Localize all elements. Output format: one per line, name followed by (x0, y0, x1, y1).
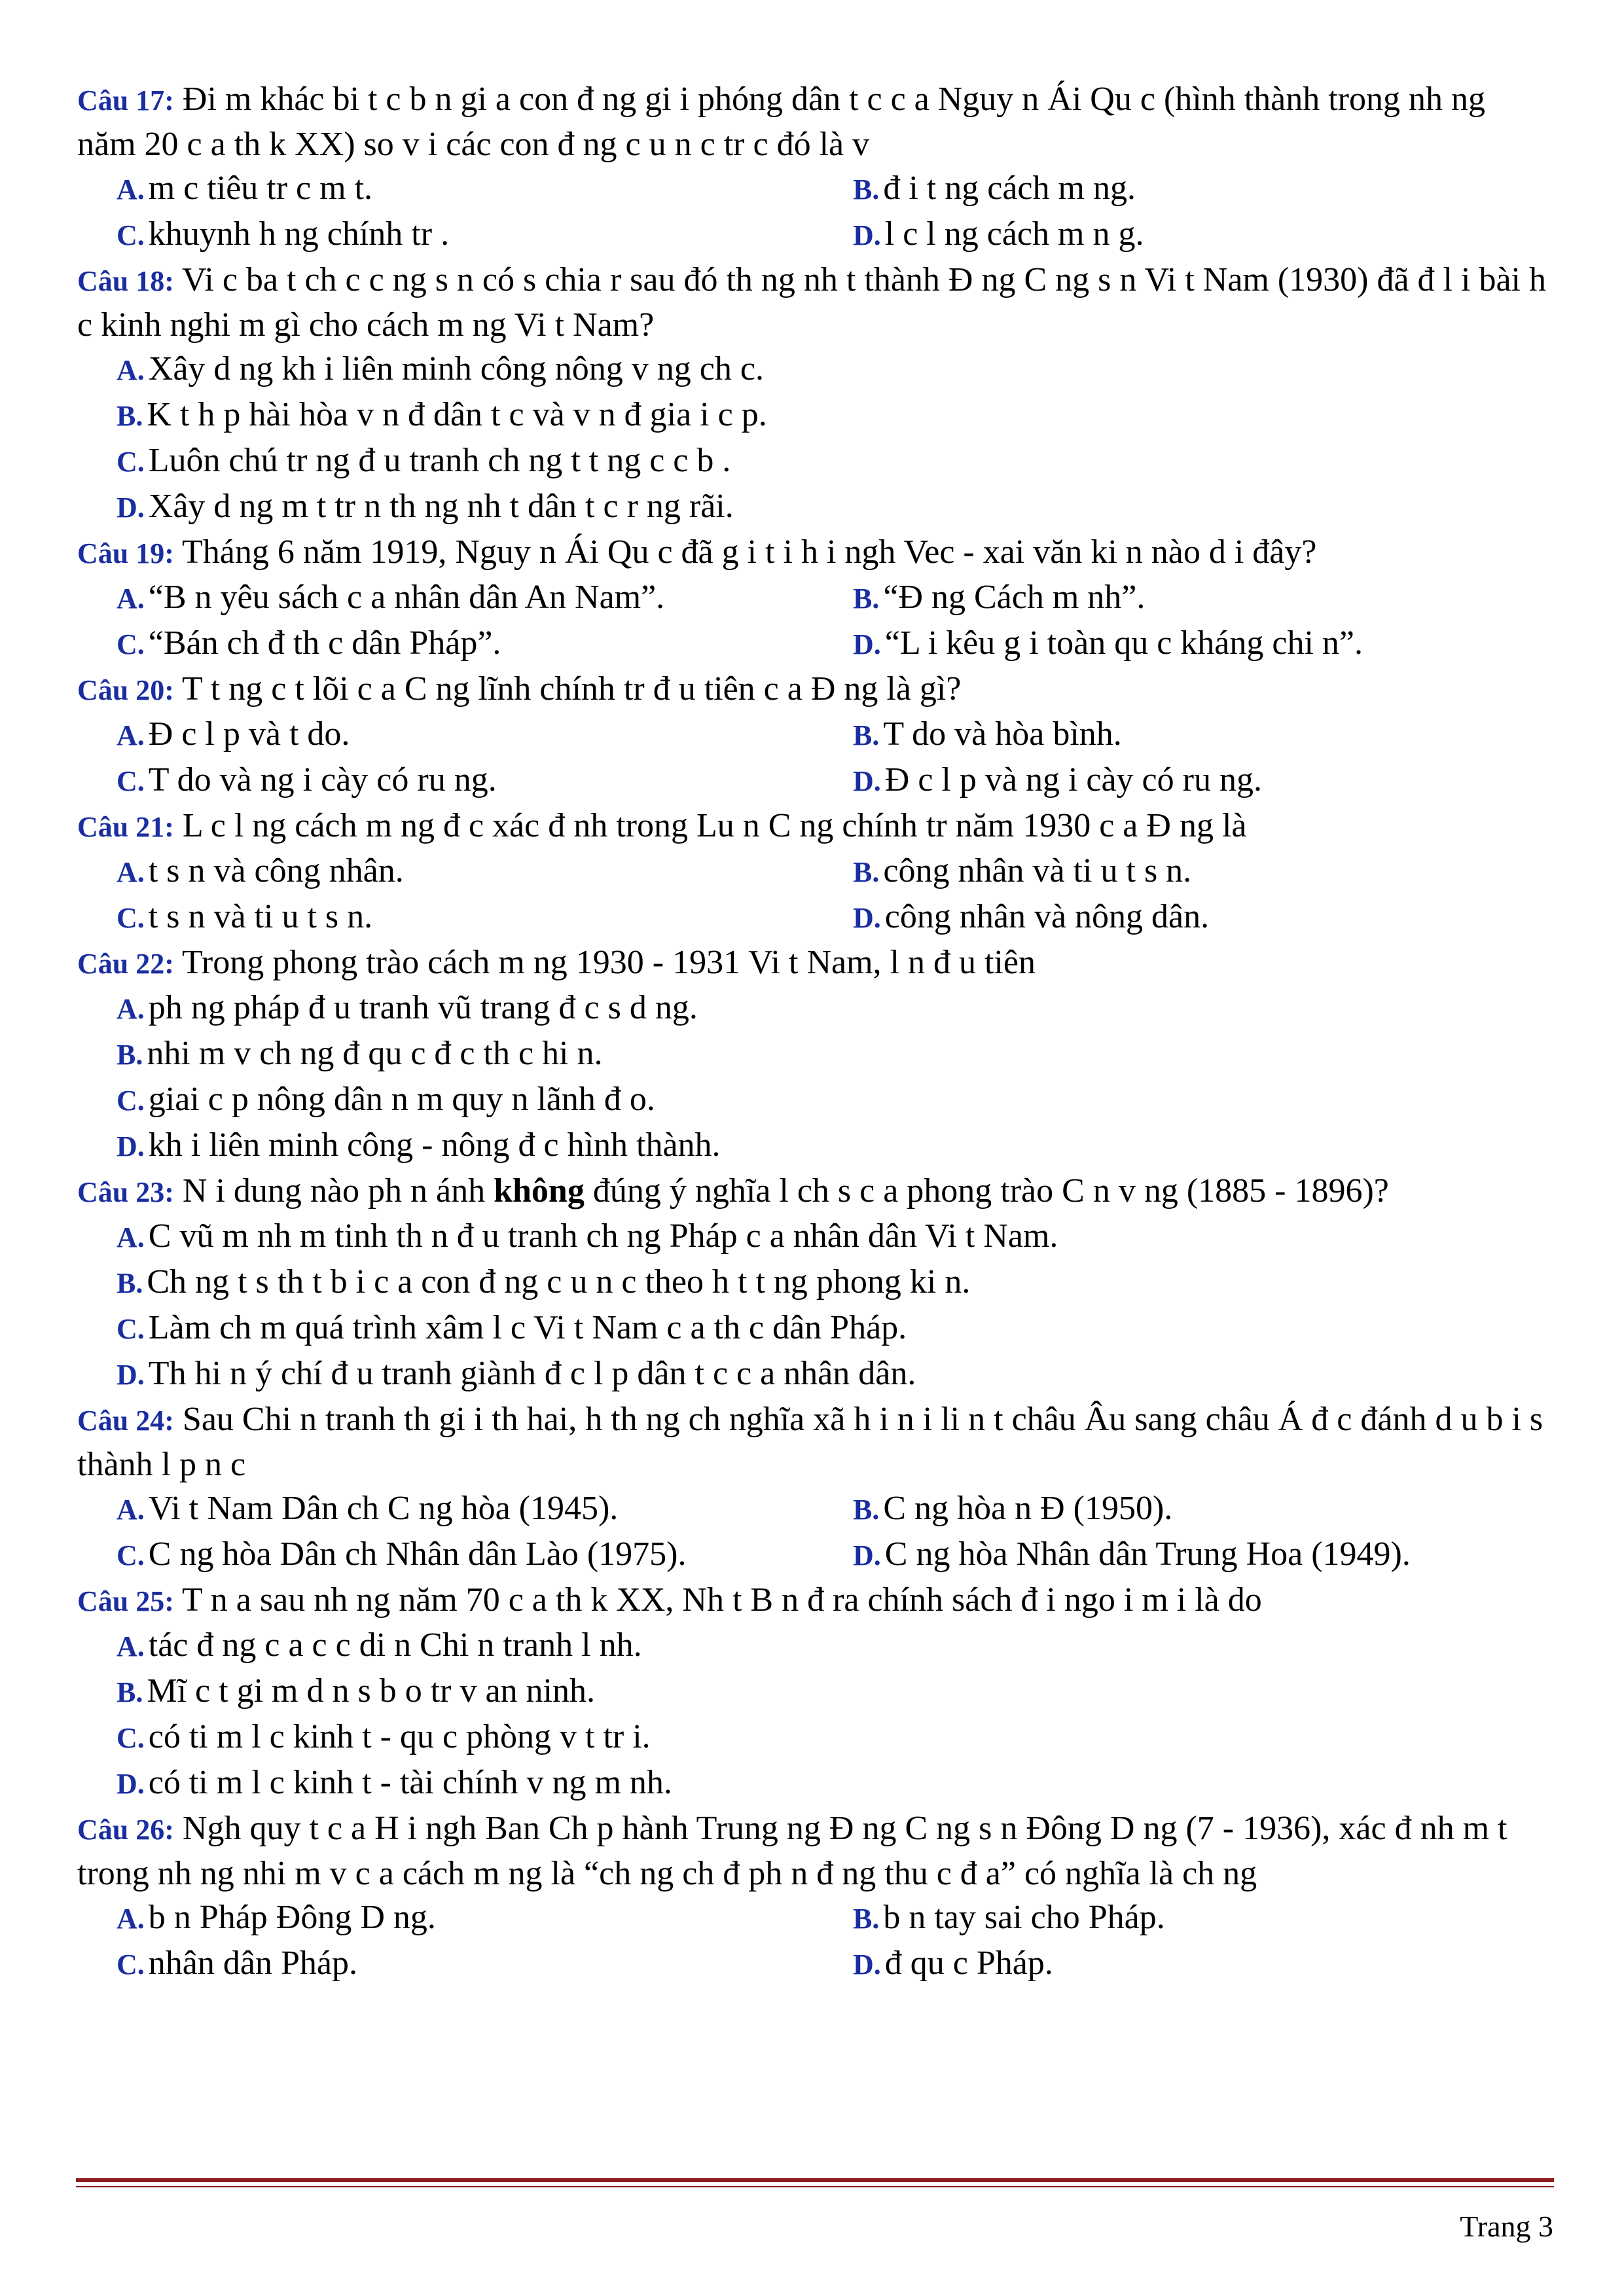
question-stem (77, 804, 1550, 849)
question-stem (77, 1806, 1550, 1895)
option-text: m c tiêu tr c m t. (148, 170, 373, 207)
answer-option-b[interactable] (814, 575, 1550, 621)
answer-option-c[interactable] (77, 1306, 1550, 1352)
option-text: C ng hòa n Đ (1950). (883, 1490, 1173, 1527)
option-text: “Đ ng Cách m nh”. (883, 579, 1146, 616)
answer-option-b[interactable] (814, 849, 1550, 895)
answer-option-c[interactable] (77, 1532, 814, 1578)
option-label: D. (853, 902, 881, 934)
question-number: Câu 20: (77, 674, 174, 706)
question-text: Vi c ba t ch c c ng s n có s chia r sau đó th ng nh t thành Đ ng C ng s n Vi t Nam (1930) đã đ l i bài h c kinh nghi m gì cho cách m ng Vi t Nam? (77, 261, 1546, 344)
answer-option-a[interactable] (77, 575, 814, 621)
option-text: b n tay sai cho Pháp. (883, 1899, 1165, 1936)
answer-options (77, 986, 1550, 1169)
option-label: B. (853, 1494, 880, 1526)
question-stem (77, 1169, 1550, 1214)
option-label: B. (853, 1903, 880, 1935)
option-row (77, 758, 1550, 804)
footer-rule (76, 2178, 1554, 2182)
answer-options (77, 347, 1550, 530)
question-text-emphasis: không (494, 1172, 585, 1210)
option-text: t s n và công nhân. (148, 852, 404, 889)
option-row (77, 849, 1550, 895)
option-text: Xây d ng kh i liên minh công nông v ng ch c. (148, 350, 764, 387)
option-text: Th hi n ý chí đ u tranh giành đ c l p dân t c c a nhân dân. (148, 1355, 916, 1392)
option-label: C. (117, 902, 145, 934)
option-label: B. (117, 1039, 143, 1071)
question-stem (77, 1578, 1550, 1623)
option-label: A. (117, 719, 145, 751)
option-text: Đ c l p và ng i cày có ru ng. (884, 761, 1262, 798)
question-number: Câu 25: (77, 1585, 174, 1617)
option-row (77, 1532, 1550, 1578)
answer-option-d[interactable] (77, 1761, 1550, 1806)
option-label: C. (117, 1085, 145, 1117)
answer-options (77, 1895, 1550, 1987)
answer-option-b[interactable] (814, 712, 1550, 758)
answer-option-d[interactable] (814, 1532, 1550, 1578)
option-row (77, 166, 1550, 212)
answer-option-b[interactable] (814, 1895, 1550, 1941)
question-number: Câu 24: (77, 1405, 174, 1437)
answer-option-b[interactable] (814, 1486, 1550, 1532)
option-row (77, 712, 1550, 758)
question-number: Câu 22: (77, 948, 174, 980)
question-number: Câu 21: (77, 811, 174, 843)
option-text: T do và hòa bình. (883, 715, 1122, 753)
question-stem (77, 77, 1550, 166)
option-text: Luôn chú tr ng đ u tranh ch ng t t ng c c b . (148, 442, 731, 479)
answer-option-c[interactable] (77, 758, 814, 804)
answer-option-a[interactable] (77, 1214, 1550, 1260)
answer-option-d[interactable] (814, 1941, 1550, 1987)
answer-options (77, 712, 1550, 804)
answer-option-d[interactable] (814, 621, 1550, 667)
option-label: D. (117, 1130, 145, 1162)
question-text: Ngh quy t c a H i ngh Ban Ch p hành Trung ng Đ ng C ng s n Đông D ng (7 - 1936), xác đ nh m t trong nh ng nhi m v c a cách m ng là “ch ng ch đ ph n đ ng thu c đ a” có nghĩa là ch ng (77, 1810, 1507, 1892)
answer-option-d[interactable] (77, 1352, 1550, 1397)
question-text: T t ng c t lõi c a C ng lĩnh chính tr đ u tiên c a Đ ng là gì? (181, 670, 962, 708)
question-list (77, 77, 1550, 1987)
option-text: Làm ch m quá trình xâm l c Vi t Nam c a th c dân Pháp. (148, 1309, 907, 1346)
answer-option-d[interactable] (814, 212, 1550, 258)
question-text: T n a sau nh ng năm 70 c a th k XX, Nh t B n đ ra chính sách đ i ngo i m i là do (181, 1581, 1262, 1619)
option-text: Đ c l p và t do. (148, 715, 350, 753)
answer-option-d[interactable] (814, 758, 1550, 804)
option-row (77, 212, 1550, 258)
answer-option-c[interactable] (77, 212, 814, 258)
answer-options (77, 166, 1550, 258)
question-22 (77, 941, 1550, 1169)
question-26 (77, 1806, 1550, 1987)
option-text: t s n và ti u t s n. (148, 898, 373, 935)
option-label: C. (117, 765, 145, 797)
option-row (77, 895, 1550, 941)
question-24 (77, 1397, 1550, 1578)
option-text: “B n yêu sách c a nhân dân An Nam”. (148, 579, 665, 616)
option-label: D. (117, 1359, 145, 1391)
option-row (77, 1486, 1550, 1532)
option-text: C vũ m nh m tinh th n đ u tranh ch ng Pháp c a nhân dân Vi t Nam. (148, 1217, 1058, 1255)
footer-rule-thin (76, 2186, 1554, 2187)
option-text: Vi t Nam Dân ch C ng hòa (1945). (148, 1490, 619, 1527)
answer-option-a[interactable] (77, 712, 814, 758)
answer-option-d[interactable] (77, 484, 1550, 530)
option-text: C ng hòa Dân ch Nhân dân Lào (1975). (148, 1535, 687, 1573)
question-23 (77, 1169, 1550, 1397)
answer-option-a[interactable] (77, 347, 1550, 393)
question-text: Tháng 6 năm 1919, Nguy n Ái Qu c đã g i t i h i ngh Vec - xai văn ki n nào d i đây? (181, 533, 1317, 571)
question-stem (77, 258, 1550, 347)
option-text: l c l ng cách m n g. (884, 215, 1144, 253)
option-text: K t h p hài hòa v n đ dân t c và v n đ gia i c p. (147, 396, 767, 433)
question-text: N i dung nào ph n ánh (182, 1172, 494, 1210)
option-label: C. (117, 1948, 145, 1981)
option-label: D. (853, 765, 881, 797)
question-number: Câu 26: (77, 1814, 174, 1846)
option-label: A. (117, 856, 145, 888)
option-label: A. (117, 583, 145, 615)
answer-option-c[interactable] (77, 1941, 814, 1987)
option-label: B. (853, 856, 880, 888)
option-text: đ i t ng cách m ng. (883, 170, 1136, 207)
option-text: có ti m l c kinh t - tài chính v ng m nh. (148, 1764, 672, 1801)
option-row (77, 1895, 1550, 1941)
option-label: A. (117, 993, 145, 1025)
option-text: nhân dân Pháp. (148, 1945, 357, 1982)
page-number: Trang 3 (1460, 2210, 1553, 2243)
question-21 (77, 804, 1550, 941)
answer-option-c[interactable] (77, 439, 1550, 484)
option-label: B. (117, 1676, 143, 1708)
answer-option-c[interactable] (77, 1077, 1550, 1123)
answer-options (77, 1486, 1550, 1578)
answer-option-a[interactable] (77, 166, 814, 212)
answer-option-b[interactable] (77, 1031, 1550, 1077)
option-row (77, 621, 1550, 667)
question-text: Đi m khác bi t c b n gi a con đ ng gi i phóng dân t c c a Nguy n Ái Qu c (hình thành trong nh ng năm 20 c a th k XX) so v i các con đ ng c u n c tr c đó là v (77, 81, 1485, 163)
option-label: C. (117, 446, 145, 478)
option-text: tác đ ng c a c c di n Chi n tranh l nh. (148, 1626, 642, 1664)
question-19 (77, 530, 1550, 667)
option-label: A. (117, 1630, 145, 1662)
question-20 (77, 667, 1550, 804)
answer-option-a[interactable] (77, 986, 1550, 1031)
question-stem (77, 941, 1550, 986)
option-text: nhi m v ch ng đ qu c đ c th c hi n. (147, 1035, 603, 1072)
answer-option-d[interactable] (814, 895, 1550, 941)
option-label: A. (117, 1903, 145, 1935)
option-label: B. (117, 1267, 143, 1299)
option-row (77, 1941, 1550, 1987)
answer-option-d[interactable] (77, 1123, 1550, 1169)
option-label: B. (853, 583, 880, 615)
question-stem (77, 667, 1550, 712)
option-text: công nhân và ti u t s n. (883, 852, 1192, 889)
option-text: ph ng pháp đ u tranh vũ trang đ c s d ng. (148, 989, 698, 1026)
answer-option-c[interactable] (77, 1715, 1550, 1761)
option-label: A. (117, 354, 145, 386)
option-label: A. (117, 173, 145, 206)
answer-option-a[interactable] (77, 1486, 814, 1532)
answer-option-b[interactable] (814, 166, 1550, 212)
answer-option-c[interactable] (77, 621, 814, 667)
answer-option-b[interactable] (77, 1669, 1550, 1715)
option-text: giai c p nông dân n m quy n lãnh đ o. (148, 1081, 655, 1118)
option-text: công nhân và nông dân. (884, 898, 1210, 935)
option-text: đ qu c Pháp. (884, 1945, 1053, 1982)
question-17 (77, 77, 1550, 258)
option-text: T do và ng i cày có ru ng. (148, 761, 497, 798)
question-text: Trong phong trào cách m ng 1930 - 1931 Vi t Nam, l n đ u tiên (181, 944, 1036, 981)
question-text: đúng ý nghĩa l ch s c a phong trào C n v ng (1885 - 1896)? (584, 1172, 1389, 1210)
option-text: Ch ng t s th t b i c a con đ ng c u n c theo h t t ng phong ki n. (147, 1263, 971, 1300)
answer-options (77, 575, 1550, 667)
option-label: D. (853, 219, 881, 251)
option-label: B. (117, 400, 143, 432)
option-text: khuynh h ng chính tr . (148, 215, 450, 253)
answer-options (77, 849, 1550, 941)
question-18 (77, 258, 1550, 530)
option-label: B. (853, 719, 880, 751)
option-text: b n Pháp Đông D ng. (148, 1899, 436, 1936)
option-text: kh i liên minh công - nông đ c hình thành. (148, 1126, 721, 1164)
answer-option-a[interactable] (77, 1623, 1550, 1669)
question-number: Câu 17: (77, 84, 174, 117)
question-stem (77, 1397, 1550, 1486)
option-text: “Bán ch đ th c dân Pháp”. (148, 624, 501, 662)
option-label: D. (853, 1539, 881, 1571)
answer-option-b[interactable] (77, 393, 1550, 439)
option-text: Mĩ c t gi m d n s b o tr v an ninh. (147, 1672, 595, 1710)
answer-options (77, 1623, 1550, 1806)
answer-option-b[interactable] (77, 1260, 1550, 1306)
option-label: A. (117, 1494, 145, 1526)
question-25 (77, 1578, 1550, 1806)
option-label: C. (117, 219, 145, 251)
option-text: có ti m l c kinh t - qu c phòng v t tr i. (148, 1718, 651, 1755)
option-label: D. (117, 1768, 145, 1800)
question-number: Câu 23: (77, 1176, 174, 1208)
answer-option-a[interactable] (77, 1895, 814, 1941)
option-label: C. (117, 1539, 145, 1571)
option-label: B. (853, 173, 880, 206)
option-row (77, 575, 1550, 621)
answer-option-c[interactable] (77, 895, 814, 941)
answer-options (77, 1214, 1550, 1397)
question-number: Câu 18: (77, 265, 174, 297)
option-label: C. (117, 1722, 145, 1754)
option-label: A. (117, 1221, 145, 1253)
option-label: C. (117, 1313, 145, 1345)
option-label: C. (117, 628, 145, 660)
option-text: “L i kêu g i toàn qu c kháng chi n”. (884, 624, 1363, 662)
option-text: C ng hòa Nhân dân Trung Hoa (1949). (884, 1535, 1411, 1573)
option-label: D. (853, 1948, 881, 1981)
option-label: D. (853, 628, 881, 660)
option-label: D. (117, 492, 145, 524)
answer-option-a[interactable] (77, 849, 814, 895)
question-stem (77, 530, 1550, 575)
question-number: Câu 19: (77, 537, 174, 569)
question-text: Sau Chi n tranh th gi i th hai, h th ng ch nghĩa xã h i n i li n t châu Âu sang châu Á đ c đánh d u b i s thành l p n c (77, 1401, 1543, 1483)
question-text: L c l ng cách m ng đ c xác đ nh trong Lu n C ng chính tr năm 1930 c a Đ ng là (182, 807, 1247, 844)
option-text: Xây d ng m t tr n th ng nh t dân t c r ng rãi. (148, 488, 734, 525)
